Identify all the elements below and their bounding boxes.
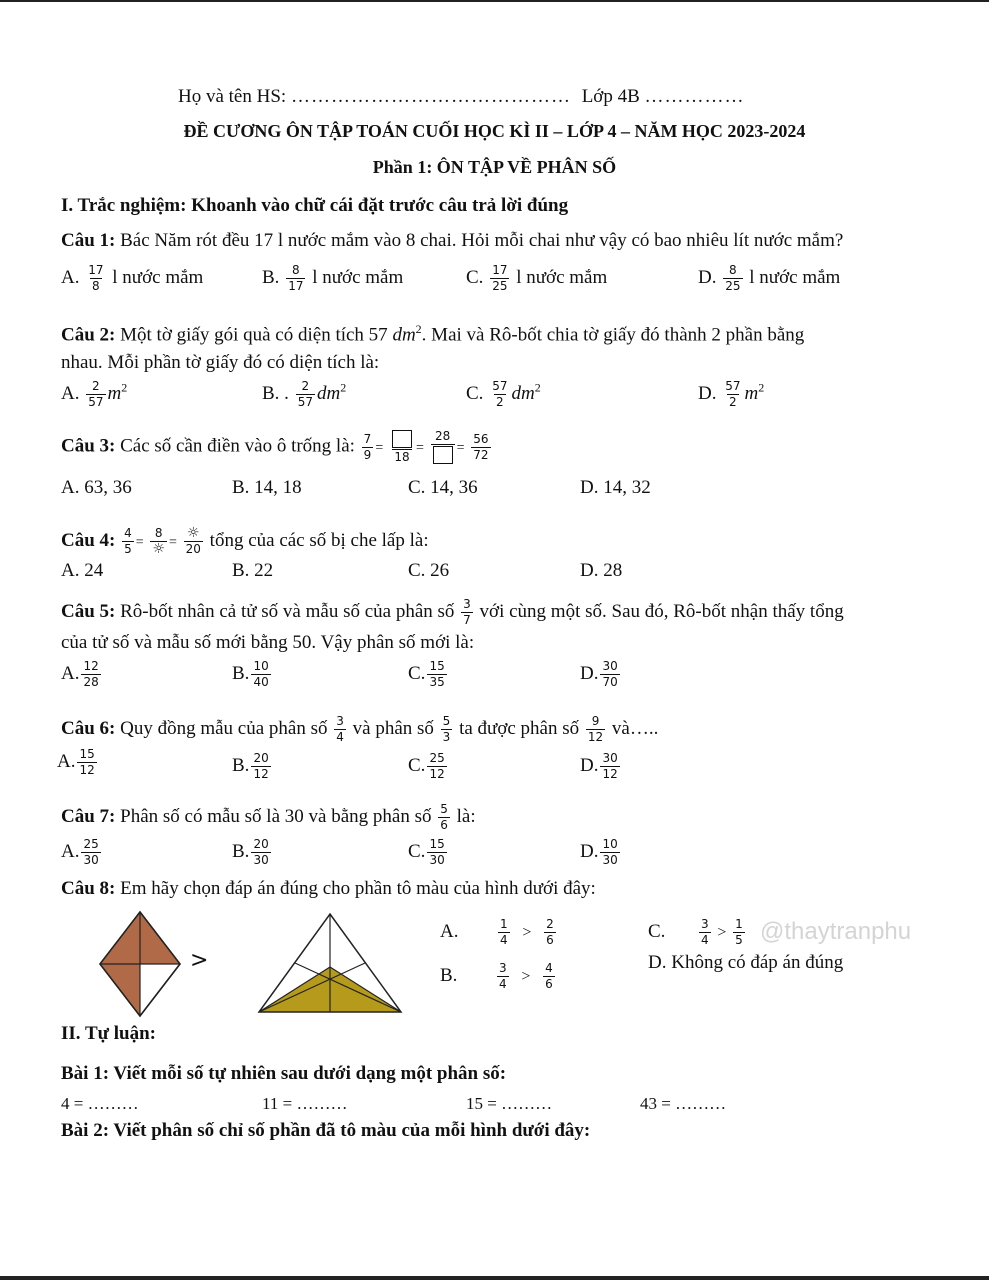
- option-letter: C.: [466, 266, 484, 288]
- fraction-hidden: $\frac{☼}{20}$: [185, 525, 201, 556]
- fraction: $\frac{15}{12}$: [79, 747, 95, 777]
- option-letter: B.: [232, 840, 250, 862]
- option-unit: l nước mắm: [516, 266, 608, 288]
- option-letter: C.: [408, 662, 426, 684]
- q3-option-c[interactable]: C. 14, 36: [408, 477, 478, 498]
- option-letter: A.: [61, 840, 80, 862]
- q6-text-c: ta được phân số: [454, 717, 584, 739]
- section-2-heading: II. Tự luận:: [61, 1023, 157, 1044]
- name-blank: ……………………………………: [290, 86, 571, 107]
- option-unit: l nước mắm: [112, 266, 204, 288]
- fraction-blank: 18: [390, 430, 414, 464]
- fraction: $\frac{3}{4}$: [700, 917, 709, 947]
- question-8: [61, 878, 596, 900]
- q3-option-d[interactable]: D. 14, 32: [580, 477, 651, 498]
- q5-option-b[interactable]: [232, 660, 273, 689]
- fraction: $\frac{20}{30}$: [253, 837, 269, 867]
- q2-exp: 2: [415, 322, 422, 336]
- q8-text: Em hãy chọn đáp án đúng cho phần tô màu của hình dưới đây:: [115, 878, 596, 899]
- blank-box[interactable]: [433, 446, 453, 464]
- question-2: [61, 322, 804, 346]
- q2-text-end: . Mai và Rô-bốt chia tờ giấy đó thành 2 phần bằng: [421, 324, 805, 346]
- option-unit: m: [744, 382, 759, 404]
- q6-text-d: và…..: [607, 717, 659, 739]
- question-3: Câu 3: Các số cần điền vào ô trống là: $\frac{7}{9}$ = 18 = 28 = $\frac{56}{72}$: [61, 429, 489, 464]
- watermark: @thaytranphu: [760, 918, 912, 945]
- sun-icon: ☼: [187, 525, 200, 541]
- fraction: $\frac{9}{12}$: [587, 714, 604, 744]
- bai-2-title: Bài 2: Viết phân số chỉ số phần đã tô màu của mỗi hình dưới đây:: [61, 1120, 591, 1141]
- option-unit: l nước mắm: [749, 266, 841, 288]
- q2-option-c[interactable]: C. $\frac{57}{2}$ $dm^2$: [466, 379, 541, 409]
- fraction: $\frac{3}{7}$: [463, 597, 471, 627]
- q7-label: Câu 7:: [61, 805, 116, 827]
- option-letter: B.: [440, 964, 458, 986]
- fraction: $\frac{5}{6}$: [440, 802, 448, 832]
- question-1: [61, 230, 843, 252]
- fraction: $\frac{3}{4}$: [498, 961, 507, 991]
- q1-option-a[interactable]: [61, 264, 203, 293]
- q4-text: tổng của các số bị che lấp là:: [209, 529, 429, 551]
- q5-text-b: với cùng một số. Sau đó, Rô-bốt nhận thấy tổng: [474, 600, 844, 622]
- fraction: $\frac{12}{28}$: [83, 659, 99, 689]
- fraction: $\frac{57}{2}$: [725, 379, 741, 409]
- q4-option-a[interactable]: A. 24: [61, 560, 104, 581]
- option-letter: A.: [440, 920, 459, 942]
- bottom-border: [0, 1276, 989, 1280]
- q6-option-d[interactable]: [580, 752, 622, 781]
- q5-text-line2: của tử số và mẫu số mới bằng 50. Vậy phân số mới là:: [61, 632, 475, 653]
- blank-box[interactable]: [392, 430, 412, 448]
- fraction: $\frac{17}{25}$: [492, 263, 508, 293]
- bai-1-title: Bài 1: Viết mỗi số tự nhiên sau dưới dạng một phân số:: [61, 1063, 507, 1084]
- top-border: [0, 0, 989, 2]
- q3-option-a[interactable]: A. 63, 36: [61, 477, 132, 498]
- fraction: $\frac{2}{57}$: [297, 379, 313, 409]
- option-letter: D.: [698, 266, 717, 288]
- fraction: $\frac{17}{8}$: [88, 263, 104, 293]
- fraction: $\frac{10}{30}$: [602, 837, 618, 867]
- option-letter: B.: [232, 662, 250, 684]
- bai-1-item[interactable]: 15 = ………: [466, 1094, 553, 1113]
- fraction: $\frac{7}{9}$: [363, 431, 372, 462]
- fraction: $\frac{3}{4}$: [336, 714, 344, 744]
- q4-option-c[interactable]: C. 26: [408, 560, 450, 581]
- bai-1-item[interactable]: 4 = ………: [61, 1094, 139, 1113]
- q8-option-b[interactable]: B. $\frac{3}{4}$ > $\frac{4}{6}$: [440, 961, 553, 991]
- q1-text: Bác Năm rót đều 17 l nước mắm vào 8 chai. Hỏi mỗi chai như vậy có bao nhiêu lít nước mắm?: [115, 230, 844, 251]
- option-letter: C.: [408, 754, 426, 776]
- q2-unit: dm: [392, 324, 416, 346]
- q5-option-c[interactable]: [408, 660, 449, 689]
- question-5: [61, 598, 844, 627]
- fraction: $\frac{4}{5}$: [124, 526, 132, 556]
- option-letter: C.: [408, 840, 426, 862]
- q5-label: Câu 5:: [61, 600, 116, 622]
- q4-label: Câu 4:: [61, 529, 116, 551]
- q1-option-d[interactable]: [698, 264, 840, 293]
- q6-text-b: và phân số: [347, 717, 439, 739]
- q2-label: Câu 2:: [61, 324, 116, 346]
- sun-icon: ☼: [152, 541, 165, 557]
- triangle-figure: [255, 912, 405, 1016]
- q7-option-b[interactable]: [232, 838, 273, 867]
- q3-text: Các số cần điền vào ô trống là:: [115, 435, 360, 457]
- fraction-hidden: $\frac{8}{☼}$: [152, 526, 165, 557]
- q6-text: Quy đồng mẫu của phân số: [115, 717, 333, 739]
- q8-label: Câu 8:: [61, 878, 116, 899]
- fraction: $\frac{30}{70}$: [602, 659, 618, 689]
- fraction: $\frac{5}{3}$: [442, 714, 451, 744]
- q7-option-d[interactable]: [580, 838, 622, 867]
- option-unit: l nước mắm: [312, 266, 404, 288]
- fraction: $\frac{25}{30}$: [83, 837, 99, 867]
- fraction: $\frac{15}{35}$: [429, 659, 445, 689]
- option-letter: C.: [648, 920, 666, 942]
- fraction: $\frac{1}{4}$: [499, 917, 508, 947]
- q4-option-b[interactable]: B. 22: [232, 560, 274, 581]
- option-letter: B.: [262, 266, 280, 288]
- name-label: Họ và tên HS:: [178, 86, 291, 107]
- option-letter: C.: [466, 382, 484, 404]
- option-unit: dm: [511, 382, 535, 404]
- option-unit: m: [107, 382, 122, 404]
- option-letter: D.: [580, 662, 599, 684]
- fraction: $\frac{56}{72}$: [473, 431, 489, 462]
- q2-option-b[interactable]: B. . $\frac{2}{57}$ $dm^2$: [262, 379, 347, 409]
- fraction: $\frac{25}{12}$: [429, 751, 445, 781]
- q8-option-c[interactable]: C. $\frac{3}{4}$ > $\frac{1}{5}$: [648, 917, 743, 947]
- q2-text-line2: nhau. Mỗi phần tờ giấy đó có diện tích là:: [61, 352, 380, 373]
- q2-option-d[interactable]: D. $\frac{57}{2}$ $m^2$: [698, 379, 765, 409]
- q7-text: Phân số có mẫu số là 30 và bằng phân số: [115, 805, 437, 827]
- q8-option-a[interactable]: A. $\frac{1}{4}$ > $\frac{2}{6}$: [440, 917, 554, 947]
- q8-option-d[interactable]: D. Không có đáp án đúng: [648, 952, 844, 973]
- q7-text-b: là:: [451, 805, 476, 827]
- q6-option-b[interactable]: [232, 752, 273, 781]
- q7-option-c[interactable]: [408, 838, 449, 867]
- fraction: $\frac{4}{6}$: [545, 961, 553, 991]
- q5-option-d[interactable]: [580, 660, 622, 689]
- option-letter: A.: [61, 382, 80, 404]
- question-7: [61, 803, 476, 832]
- q6-option-c[interactable]: [408, 752, 449, 781]
- q5-text: Rô-bốt nhân cả tử số và mẫu số của phân số: [115, 600, 460, 622]
- q7-option-a[interactable]: [61, 838, 103, 867]
- fraction: $\frac{8}{17}$: [288, 263, 304, 293]
- student-info-line: [178, 86, 745, 108]
- q1-option-c[interactable]: [466, 264, 607, 293]
- option-letter: B.: [232, 754, 250, 776]
- fraction: $\frac{57}{2}$: [492, 379, 508, 409]
- section-1-heading: I. Trắc nghiệm: Khoanh vào chữ cái đặt trước câu trả lời đúng: [61, 195, 569, 216]
- part-heading: Phần 1: ÔN TẬP VỀ PHÂN SỐ: [372, 157, 617, 177]
- fraction: $\frac{20}{12}$: [253, 751, 269, 781]
- fraction: $\frac{15}{30}$: [429, 837, 445, 867]
- question-6: [61, 715, 658, 744]
- option-letter: A.: [57, 750, 76, 772]
- fraction: $\frac{2}{6}$: [546, 917, 554, 947]
- class-label: Lớp 4B: [581, 86, 645, 107]
- greater-than-sign: >: [190, 948, 209, 973]
- q4-option-d[interactable]: D. 28: [580, 560, 623, 581]
- q6-label: Câu 6:: [61, 717, 116, 739]
- option-letter: A.: [61, 266, 80, 288]
- option-unit: dm: [316, 382, 341, 404]
- q3-option-b[interactable]: B. 14, 18: [232, 477, 302, 498]
- bai-1-item[interactable]: 11 = ………: [262, 1094, 348, 1113]
- page-title: ĐỀ CƯƠNG ÔN TẬP TOÁN CUỐI HỌC KÌ II – LỚP 4 – NĂM HỌC 2023-2024: [183, 121, 806, 141]
- option-letter: D.: [580, 754, 599, 776]
- option-letter: A.: [61, 662, 80, 684]
- q1-label: Câu 1:: [61, 230, 116, 251]
- q2-option-a[interactable]: A. $\frac{2}{57}$ $m^2$: [61, 379, 128, 409]
- fraction: $\frac{2}{57}$: [88, 379, 104, 409]
- question-4: Câu 4: $\frac{4}{5}$ = $\frac{8}{☼}$ = $\frac{☼}{20}$ tổng của các số bị che lấp là:: [61, 525, 429, 557]
- q5-option-a[interactable]: [61, 660, 103, 689]
- q1-option-b[interactable]: [262, 264, 403, 293]
- fraction: $\frac{30}{12}$: [602, 751, 618, 781]
- option-letter: B. .: [262, 382, 289, 404]
- q2-text: Một tờ giấy gói quà có diện tích 57: [115, 324, 393, 346]
- fraction: $\frac{10}{40}$: [253, 659, 269, 689]
- diamond-figure: [98, 910, 182, 1018]
- fraction: $\frac{1}{5}$: [735, 917, 743, 947]
- fraction: $\frac{8}{25}$: [725, 263, 741, 293]
- option-letter: D.: [580, 840, 599, 862]
- q6-option-a[interactable]: [57, 748, 99, 777]
- q3-label: Câu 3:: [61, 435, 116, 457]
- option-letter: D.: [698, 382, 717, 404]
- bai-1-item[interactable]: 43 = ………: [640, 1094, 727, 1113]
- fraction-blank: 28: [431, 430, 455, 464]
- class-blank: ……………: [644, 86, 745, 107]
